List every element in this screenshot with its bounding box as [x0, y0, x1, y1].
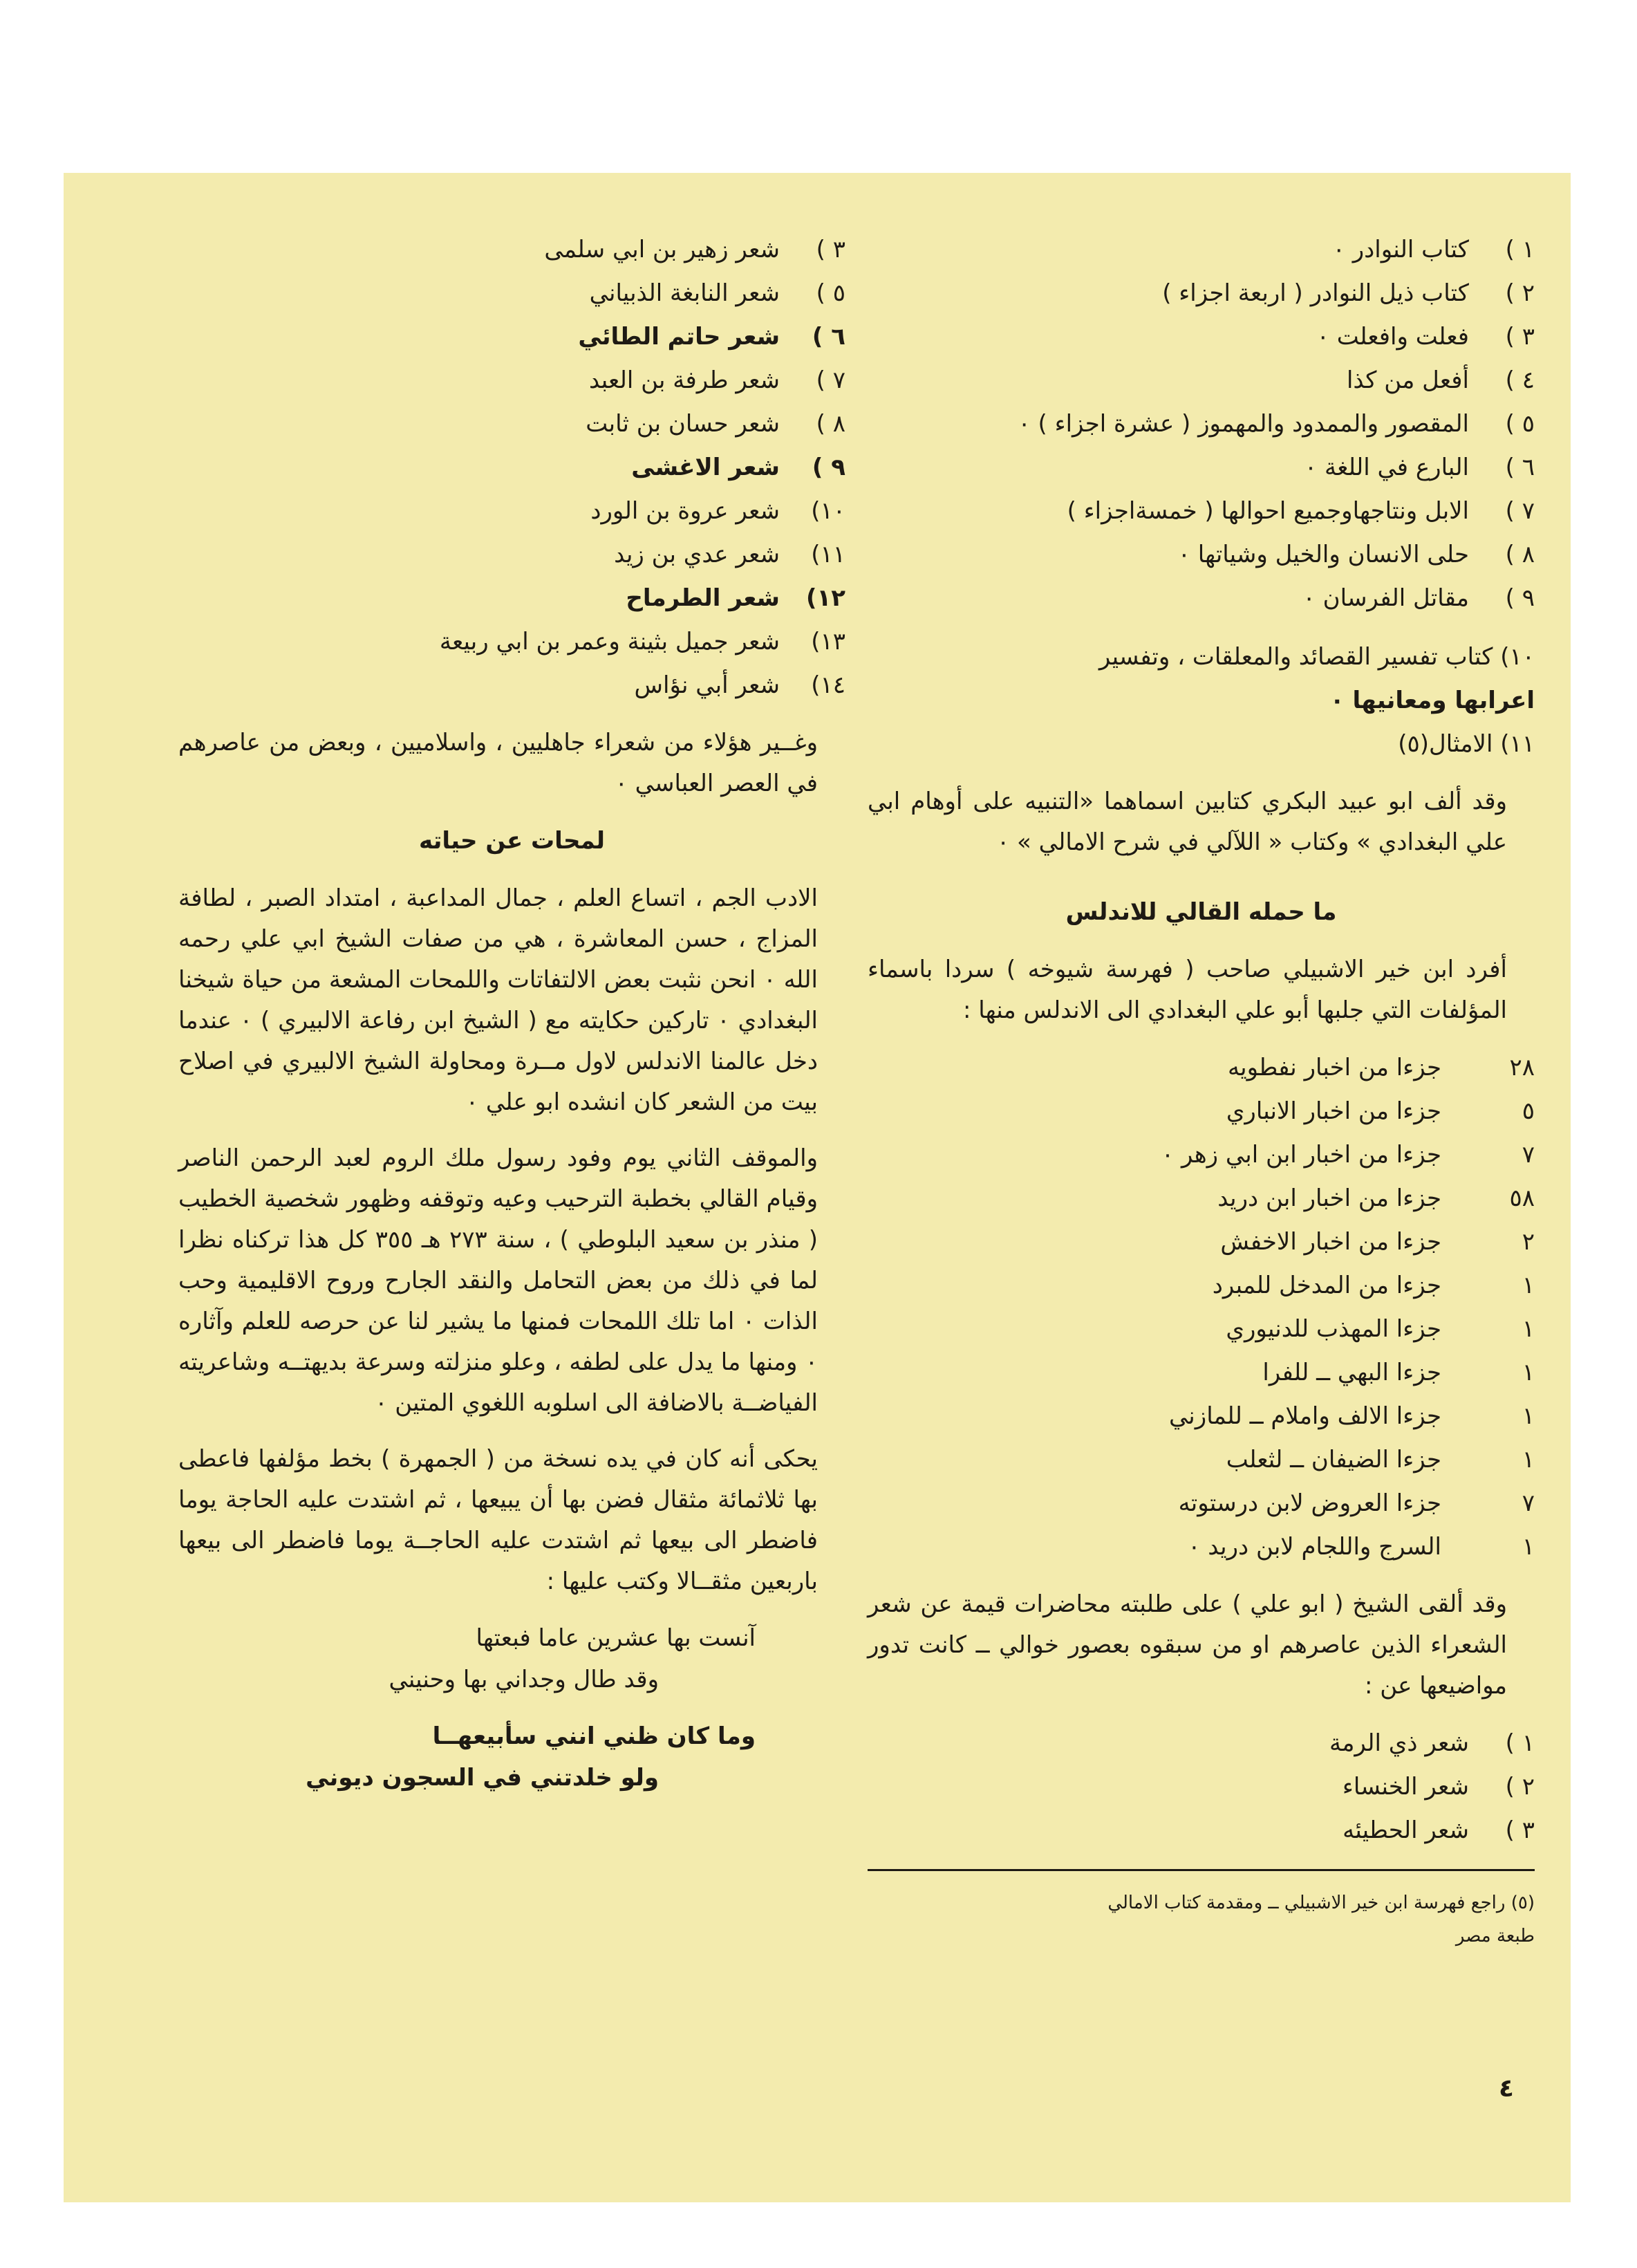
- list-item: ٦ )شعر حاتم الطائي: [578, 323, 845, 351]
- section-heading-andalus: ما حمله القالي للاندلس: [1065, 898, 1337, 926]
- books-list: [868, 228, 1535, 620]
- list-item: ١٠)شعر عروة بن الورد: [590, 497, 845, 525]
- verse-2: [178, 1716, 845, 1798]
- book-10-line-1: ١٠) كتاب تفسير القصائد والمعلقات ، وتفسير: [1098, 643, 1535, 671]
- list-item: ٥ )شعر النابغة الذبياني: [589, 279, 845, 307]
- poets-list: [178, 228, 845, 707]
- list-item: ٨ )حلى الانسان والخيل وشياتها ٠: [1177, 541, 1535, 568]
- list-item: ٤ )أفعل من كذا: [1346, 366, 1535, 394]
- list-item: ٢ )كتاب ذيل النوادر ( اربعة اجزاء ): [1162, 279, 1535, 307]
- list-item: ٧جزءا العروض لابن درستوته: [1178, 1489, 1535, 1517]
- paragraph-ibn-khair: أفرد ابن خير الاشبيلي صاحب ( فهرسة شيوخه ) سردا باسماء المؤلفات التي جلبها أبو علي البغدادي الى الاندلس منها :: [868, 956, 1507, 1024]
- book-11: ١١) الامثال(٥): [1398, 730, 1535, 758]
- paragraph-jamhara: يحكى أنه كان في يده نسخة من ( الجمهرة ) بخط مؤلفها فاعطى بها ثلاثمائة مثقال فضن بها أن يبيعها ، ثم اشتدت عليه الحاجة يوما فاضطر الى بيعها ثم اشتدت عليه الحاجــة يوما فاضطر الى بيعها باربعين مثقــالا وكتب عليها :: [178, 1445, 818, 1595]
- footnote-line: (٥) راجع فهرسة ابن خير الاشبيلي ــ ومقدمة كتاب الامالي: [1107, 1893, 1535, 1913]
- list-item: ١جزءا من المدخل للمبرد: [1212, 1272, 1535, 1299]
- verse-hemistich: وما كان ظني انني سأبيعهــا: [432, 1722, 756, 1750]
- footnote-divider: [868, 1869, 1535, 1871]
- list-item: ١ )كتاب النوادر ٠: [1332, 236, 1535, 263]
- list-item: ٩ )شعر الاغشى: [631, 454, 845, 481]
- page-number: ٤: [1499, 2074, 1514, 2103]
- right-column: [868, 228, 1535, 1953]
- list-item: ١جزءا المهذب للدنيوري: [1226, 1315, 1535, 1343]
- list-item: ١ )شعر ذي الرمة: [1329, 1729, 1535, 1757]
- paragraph-others: وغــير هؤلاء من شعراء جاهليين ، واسلاميين ، وبعض من عاصرهم في العصر العباسي ٠: [178, 729, 818, 797]
- list-item: ٧ )الابل ونتاجهاوجميع احوالها ( خمسةاجزاء ): [1067, 497, 1535, 525]
- list-item: ٥ )المقصور والممدود والمهموز ( عشرة اجزاء ) ٠: [1018, 410, 1535, 438]
- list-item: ١جزءا الضيفان ــ لثعلب: [1226, 1446, 1535, 1474]
- juz-list: [868, 1046, 1535, 1569]
- list-item: ١٤)شعر أبي نؤاس: [634, 671, 845, 699]
- verse-hemistich: آنست بها عشرين عاما فبعتها: [476, 1624, 756, 1652]
- list-item: ٢جزءا من اخبار الاخفش: [1220, 1228, 1535, 1256]
- paragraph-second-situation: والموقف الثاني يوم وفود رسول ملك الروم لعبد الرحمن الناصر وقيام القالي بخطبة الترحيب وعيه وتوقفه وظهور شخصية الخطيب ( منذر بن سعيد البلوطي ) ، سنة ٢٧٣ هـ ٣٥٥ كل هذا تركناه نظرا لما في ذلك من بعض التحامل والنقد الجارح وروح الاقليمية وحب الذات ٠ اما تلك اللمحات فمنها ما يشير لنا عن حرصه للعلم وآثاره ٠ ومنها ما يدل على لطفه ، وعلو منزلته وسرعة بديهتــه وشاعريته الفياضــة بالاضافة الى اسلوبه اللغوي المتين ٠: [178, 1144, 818, 1417]
- list-item: ٣ )فعلت وافعلت ٠: [1316, 323, 1535, 351]
- footnote-line: طبعة مصر: [1455, 1926, 1535, 1946]
- paragraph-life: الادب الجم ، اتساع العلم ، جمال المداعبة ، امتداد الصبر ، لطافة المزاج ، حسن المعاشرة ، هي من صفات الشيخ ابي علي رحمه الله ٠ انحن نثبت بعض الالتفاتات واللمحات المشعة من حياة شيخنا البغدادي ٠ تاركين حكايته مع ( الشيخ ابن رفاعة الالبيري ) ٠ عندما دخل عالمنا الاندلس لاول مــرة ومحاولة الشيخ الالبيري في اصلاح بيت من الشعر كان انشده ابو علي ٠: [178, 884, 818, 1116]
- list-item: ٢ )شعر الخنساء: [1342, 1773, 1535, 1801]
- list-item: ٧جزءا من اخبار ابن ابي زهر ٠: [1161, 1141, 1535, 1169]
- list-item: ١١)شعر عدي بن زيد: [614, 541, 845, 568]
- list-item: ١٣)شعر جميل بثينة وعمر بن ابي ربيعة: [439, 628, 845, 656]
- list-item: ٦ )البارع في اللغة ٠: [1304, 454, 1535, 481]
- list-item: ٣ )شعر الحطيئه: [1343, 1816, 1535, 1844]
- list-item: ٣ )شعر زهير بن ابي سلمى: [544, 236, 845, 263]
- list-item: ٥جزءا من اخبار الانباري: [1226, 1097, 1535, 1125]
- lecture-poets-list: [868, 1722, 1535, 1852]
- left-column: [178, 228, 845, 1798]
- footnote: [868, 1886, 1535, 1953]
- paragraph-lectures: وقد ألقى الشيخ ( ابو علي ) على طلبته محاضرات قيمة عن شعر الشعراء الذين عاصرهم او من سبقوه بعصور خوالي ــ كانت تدور مواضيعها عن :: [868, 1590, 1507, 1700]
- section-heading-life: لمحات عن حياته: [418, 827, 606, 855]
- list-item: ٨ )شعر حسان بن ثابت: [586, 410, 845, 438]
- list-item: ١جزءا البهي ــ للفرا: [1262, 1359, 1535, 1386]
- list-item: ١السرج واللجام لابن دريد ٠: [1188, 1533, 1535, 1561]
- list-item: ٥٨جزءا من اخبار ابن دريد: [1217, 1184, 1535, 1212]
- list-item: ٢٨جزءا من اخبار نفطويه: [1227, 1054, 1535, 1081]
- list-item: ١٢)شعر الطرماح: [626, 584, 845, 612]
- verse-hemistich: وقد طال وجداني بها وحنيني: [389, 1666, 659, 1693]
- paragraph-bakri: وقد ألف ابو عبيد البكري كتابين اسماهما «التنبيه على أوهام ابي علي البغدادي » وكتاب « اللآلي في شرح الامالي » ٠: [868, 788, 1507, 856]
- list-item: ٧ )شعر طرفة بن العبد: [588, 366, 845, 394]
- verse-hemistich: ولو خلدتني في السجون ديوني: [306, 1764, 659, 1792]
- list-item: ٩ )مقاتل الفرسان ٠: [1302, 584, 1535, 612]
- verse-1: [178, 1617, 845, 1700]
- list-item: ١جزءا الالف واملام ــ للمازني: [1168, 1402, 1535, 1430]
- book-10-line-2: اعرابها ومعانيها ٠: [1329, 687, 1535, 714]
